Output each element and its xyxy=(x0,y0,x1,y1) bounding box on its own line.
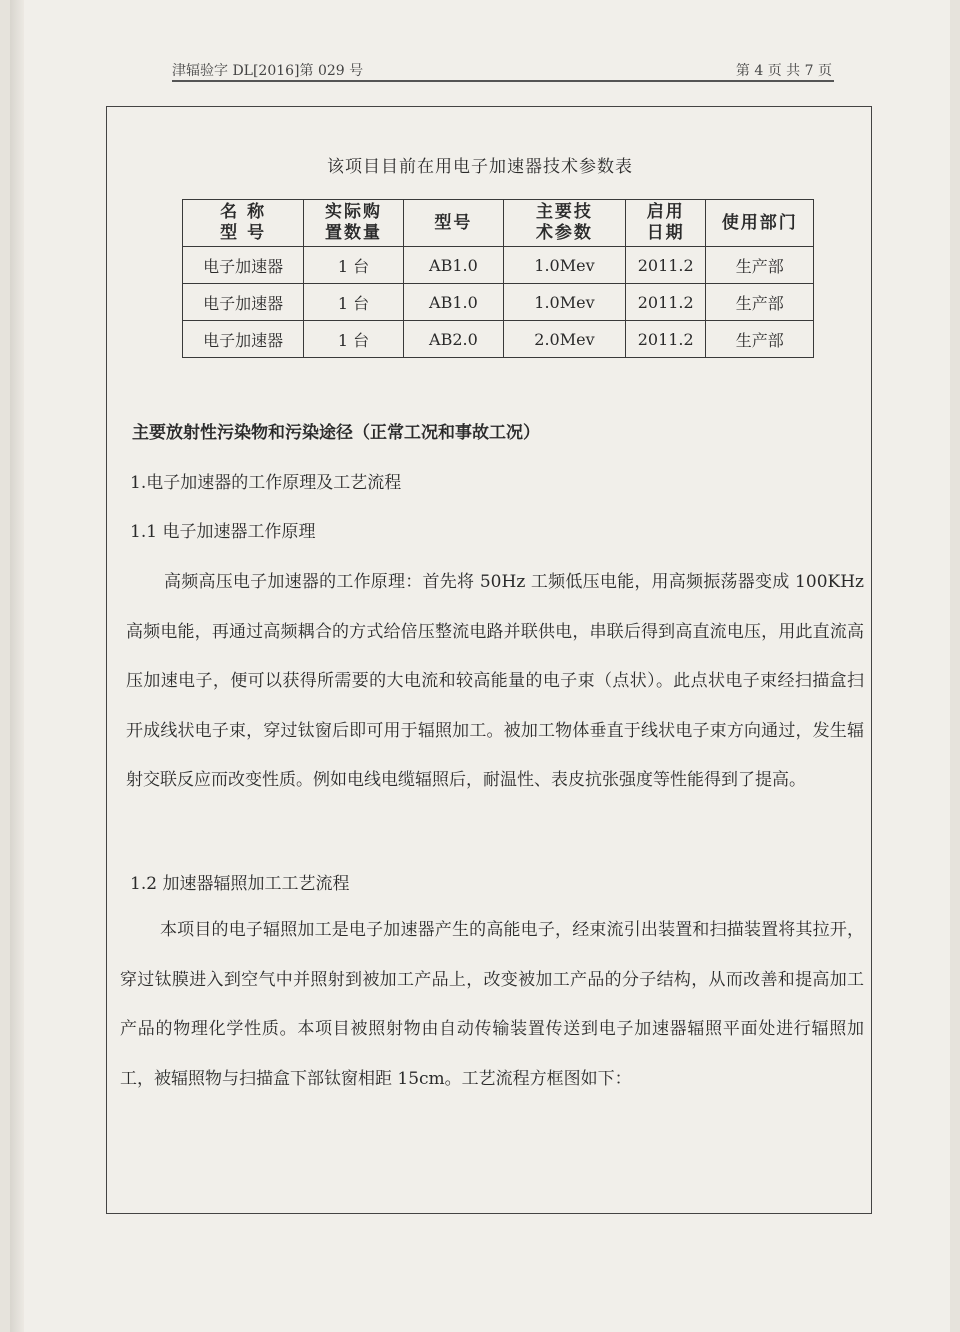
page-indicator: 第 4 页 共 7 页 xyxy=(735,63,832,79)
header-main-params: 主要技 术参数 xyxy=(503,200,625,247)
heading-1-2: 1.2 加速器辐照加工工艺流程 xyxy=(130,874,350,894)
table-title: 该项目目前在用电子加速器技术参数表 xyxy=(327,157,633,177)
cell-model: AB2.0 xyxy=(403,321,503,358)
page-header xyxy=(172,58,832,80)
document-number: 津辐验字 DL[2016]第 029 号 xyxy=(172,63,364,79)
cell-params: 1.0Mev xyxy=(503,284,625,321)
header-department: 使用部门 xyxy=(706,200,814,247)
table-row xyxy=(183,321,814,358)
paper-edge xyxy=(10,0,24,1332)
cell-date: 2011.2 xyxy=(625,321,706,358)
cell-date: 2011.2 xyxy=(625,284,706,321)
table-header-row xyxy=(183,200,814,247)
header-rule xyxy=(172,80,834,82)
header-start-date: 启用 日期 xyxy=(625,200,706,247)
cell-quantity: 1 台 xyxy=(304,247,404,284)
cell-params: 2.0Mev xyxy=(503,321,625,358)
cell-department: 生产部 xyxy=(706,247,814,284)
table-row xyxy=(183,247,814,284)
cell-department: 生产部 xyxy=(706,321,814,358)
cell-date: 2011.2 xyxy=(625,247,706,284)
cell-quantity: 1 台 xyxy=(304,284,404,321)
cell-name: 电子加速器 xyxy=(183,247,304,284)
header-name-model: 名 称 型 号 xyxy=(183,200,304,247)
cell-model: AB1.0 xyxy=(403,247,503,284)
cell-model: AB1.0 xyxy=(403,284,503,321)
accelerator-spec-table xyxy=(182,199,814,358)
section-title: 主要放射性污染物和污染途径（正常工况和事故工况） xyxy=(132,423,540,443)
paragraph-working-principle: 高频高压电子加速器的工作原理：首先将 50Hz 工频低压电能，用高频振荡器变成 100KHz 高频电能，再通过高频耦合的方式给倍压整流电路并联供电，串联后得到高直流电压，用此直流高压加速电子，便可以获得所需要的大电流和较高能量的电子束（点状）。此点状电子束经扫描盒扫开成线状电子束，穿过钛窗后即可用于辐照加工。被加工物体垂直于线状电子束方向通过，发生辐射交联反应而改变性质。例如电线电缆辐照后，耐温性、表皮抗张强度等性能得到了提高。 xyxy=(126,572,864,790)
cell-name: 电子加速器 xyxy=(183,284,304,321)
cell-quantity: 1 台 xyxy=(304,321,404,358)
cell-name: 电子加速器 xyxy=(183,321,304,358)
cell-params: 1.0Mev xyxy=(503,247,625,284)
heading-1-1: 1.1 电子加速器工作原理 xyxy=(130,522,316,542)
header-quantity: 实际购 置数量 xyxy=(304,200,404,247)
paragraph-process-flow: 本项目的电子辐照加工是电子加速器产生的高能电子，经束流引出装置和扫描装置将其拉开，穿过钛膜进入到空气中并照射到被加工产品上，改变被加工产品的分子结构，从而改善和提高加工产品的物理化学性质。本项目被照射物由自动传输装置传送到电子加速器辐照平面处进行辐照加工，被辐照物与扫描盒下部钛窗相距 15cm。工艺流程方框图如下： xyxy=(120,920,864,1089)
table-row xyxy=(183,284,814,321)
header-model: 型号 xyxy=(403,200,503,247)
heading-1: 1.电子加速器的工作原理及工艺流程 xyxy=(130,473,402,493)
cell-department: 生产部 xyxy=(706,284,814,321)
